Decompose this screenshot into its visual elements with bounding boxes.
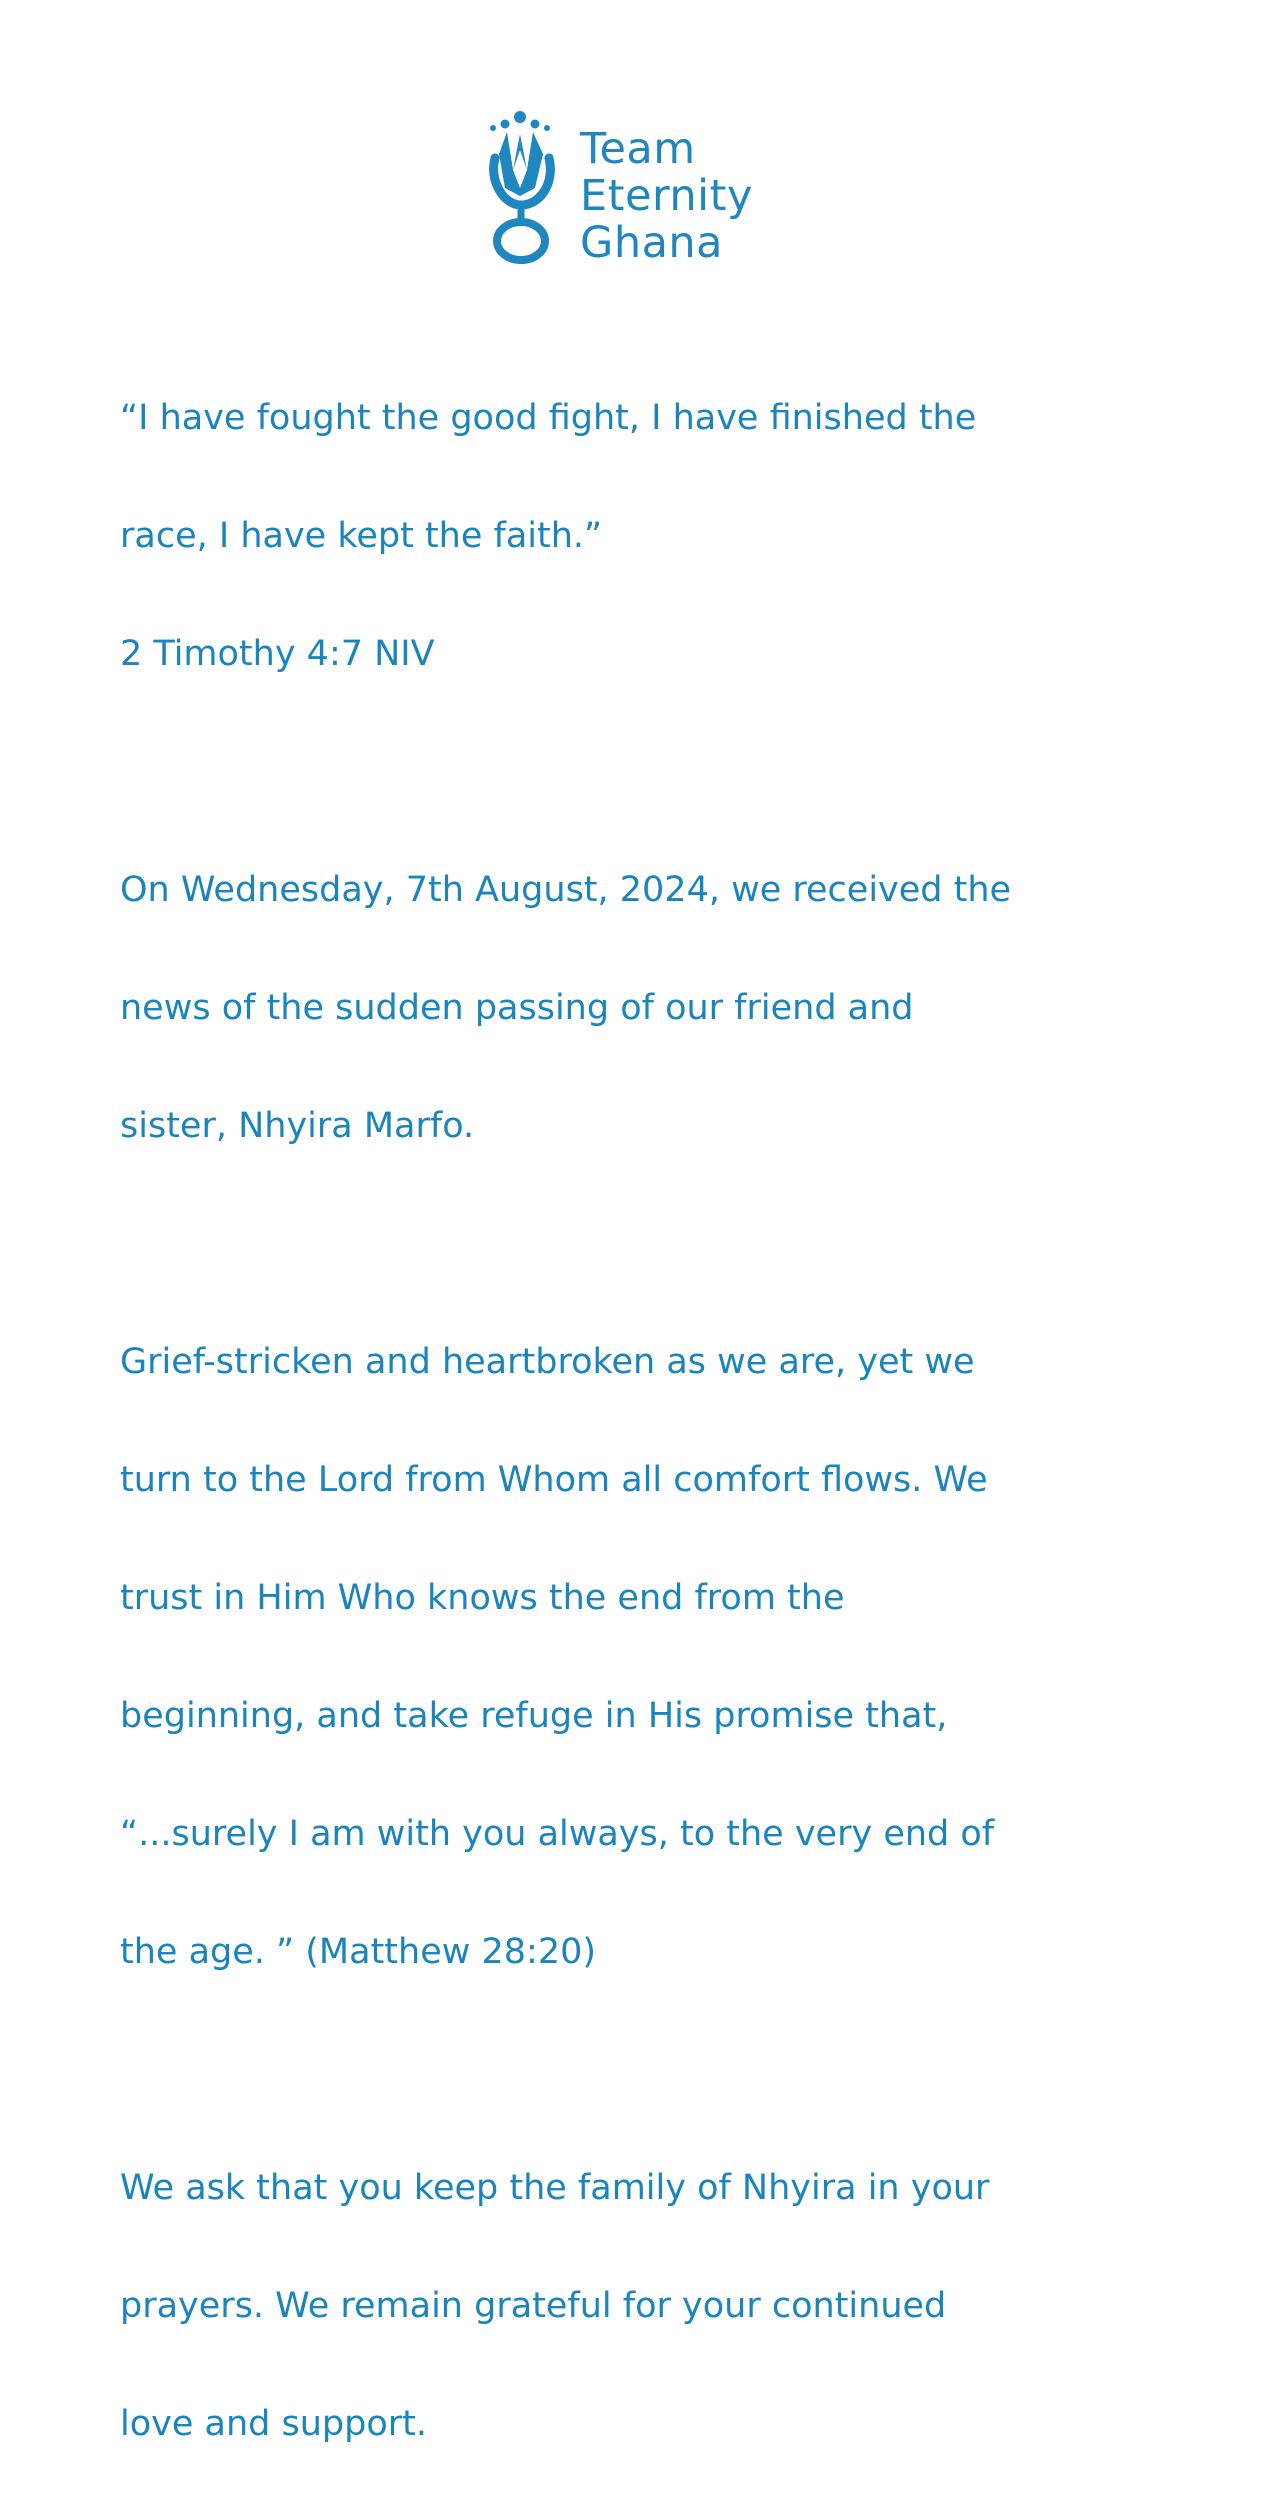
verse-reference: 2 Timothy 4:7 NIV [120, 634, 435, 674]
comfort-line: the age. ” (Matthew 28:20) [120, 1932, 597, 1972]
announcement-line: sister, Nhyira Marfo. [120, 1106, 475, 1146]
logo-wordmark [580, 126, 810, 267]
comfort-line: “...surely I am with you always, to the very end of [120, 1814, 995, 1854]
comfort-paragraph [120, 1274, 1160, 2041]
logo-line-ghana: Ghana [580, 218, 724, 268]
announcement-line: On Wednesday, 7th August, 2024, we received the [120, 870, 1012, 910]
team-eternity-ghana-logo-icon [485, 110, 575, 270]
closing-paragraph [120, 2100, 1160, 2513]
closing-line: We ask that you keep the family of Nhyira in your [120, 2168, 990, 2208]
closing-line: love and support. [120, 2404, 427, 2444]
announcement-line: news of the sudden passing of our friend and [120, 988, 914, 1028]
team-eternity-ghana-logo [485, 110, 805, 270]
verse-line: “I have fought the good fight, I have finished the [120, 398, 977, 438]
statement-body [120, 330, 1160, 2513]
verse-paragraph [120, 330, 1160, 743]
logo-line-eternity: Eternity [580, 171, 753, 221]
comfort-line: beginning, and take refuge in His promise that, [120, 1696, 948, 1736]
comfort-line: turn to the Lord from Whom all comfort flows. We [120, 1460, 988, 1500]
verse-line: race, I have kept the faith.” [120, 516, 603, 556]
closing-line: prayers. We remain grateful for your continued [120, 2286, 947, 2326]
comfort-line: Grief-stricken and heartbroken as we are, yet we [120, 1342, 975, 1382]
logo-line-team: Team [580, 124, 696, 174]
comfort-line: trust in Him Who knows the end from the [120, 1578, 845, 1618]
announcement-paragraph [120, 802, 1160, 1215]
